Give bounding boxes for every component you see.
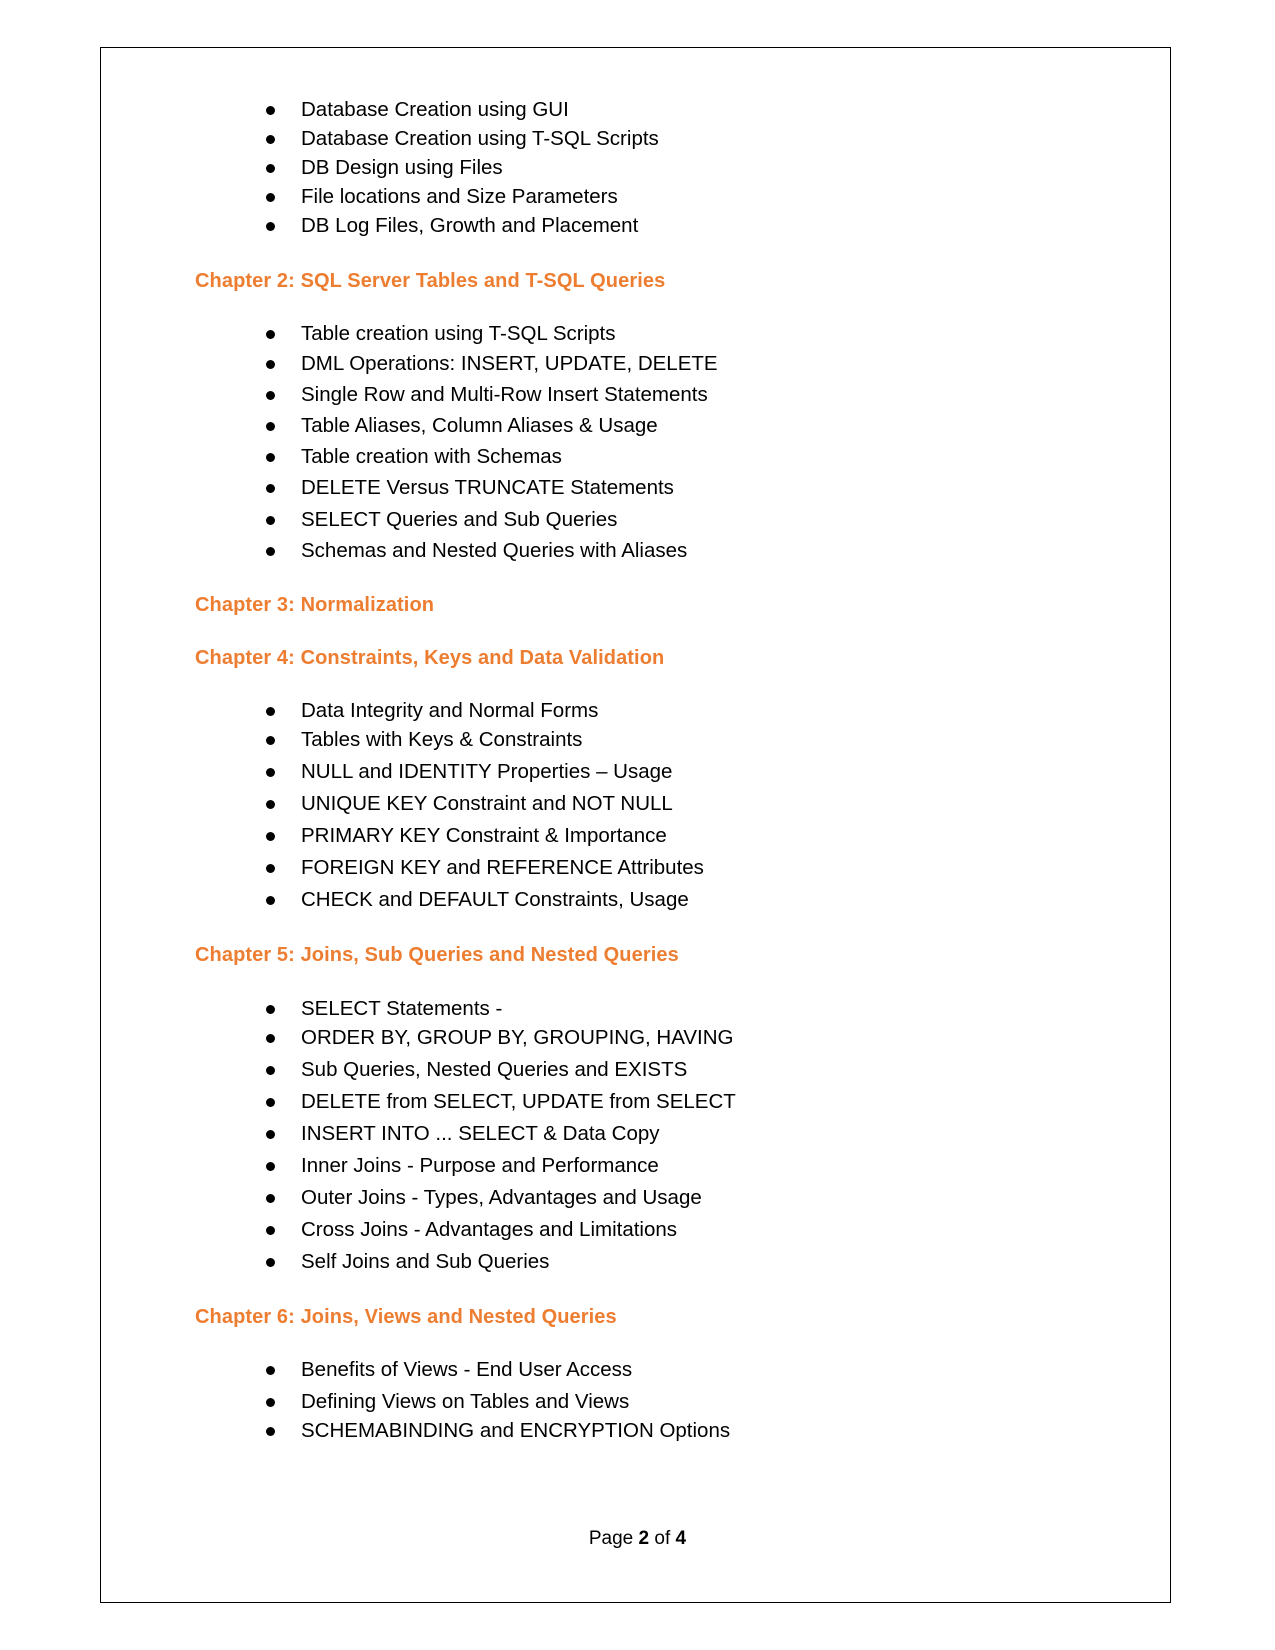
page-of-label: of	[654, 1528, 671, 1549]
bullet-icon	[266, 193, 275, 202]
bullet-icon	[266, 422, 275, 431]
bullet-icon	[266, 484, 275, 493]
bullet-icon	[266, 1427, 275, 1436]
bullet-icon	[266, 1130, 275, 1139]
bullet-icon	[266, 547, 275, 556]
total-page-count: 4	[675, 1528, 687, 1549]
bullet-icon	[266, 768, 275, 777]
bullet-icon	[266, 1194, 275, 1203]
chapter-heading: Chapter 2: SQL Server Tables and T-SQL Queries	[195, 270, 666, 292]
bullet-icon	[266, 106, 275, 115]
bullet-icon	[266, 800, 275, 809]
chapter-heading: Chapter 6: Joins, Views and Nested Queries	[195, 1306, 617, 1328]
bullet-icon	[266, 832, 275, 841]
bullet-icon	[266, 1398, 275, 1407]
chapter-heading: Chapter 5: Joins, Sub Queries and Nested Queries	[195, 944, 679, 966]
bullet-icon	[266, 1098, 275, 1107]
bullet-icon	[266, 1162, 275, 1171]
page-label: Page	[588, 1528, 634, 1549]
bullet-icon	[266, 360, 275, 369]
bullet-icon	[266, 864, 275, 873]
chapter-heading: Chapter 4: Constraints, Keys and Data Validation	[195, 647, 665, 669]
bullet-icon	[266, 391, 275, 400]
bullet-icon	[266, 896, 275, 905]
bullet-icon	[266, 1226, 275, 1235]
bullet-icon	[266, 135, 275, 144]
chapter-heading: Chapter 3: Normalization	[195, 594, 435, 616]
current-page-number: 2	[638, 1528, 650, 1549]
page-footer	[0, 1528, 1275, 1550]
bullet-icon	[266, 1034, 275, 1043]
bullet-icon	[266, 707, 275, 716]
bullet-icon	[266, 330, 275, 339]
bullet-icon	[266, 453, 275, 462]
bullet-icon	[266, 1005, 275, 1014]
bullet-icon	[266, 222, 275, 231]
bullet-icon	[266, 1258, 275, 1267]
bullet-icon	[266, 736, 275, 745]
bullet-icon	[266, 164, 275, 173]
bullet-icon	[266, 516, 275, 525]
bullet-icon	[266, 1366, 275, 1375]
bullet-icon	[266, 1066, 275, 1075]
